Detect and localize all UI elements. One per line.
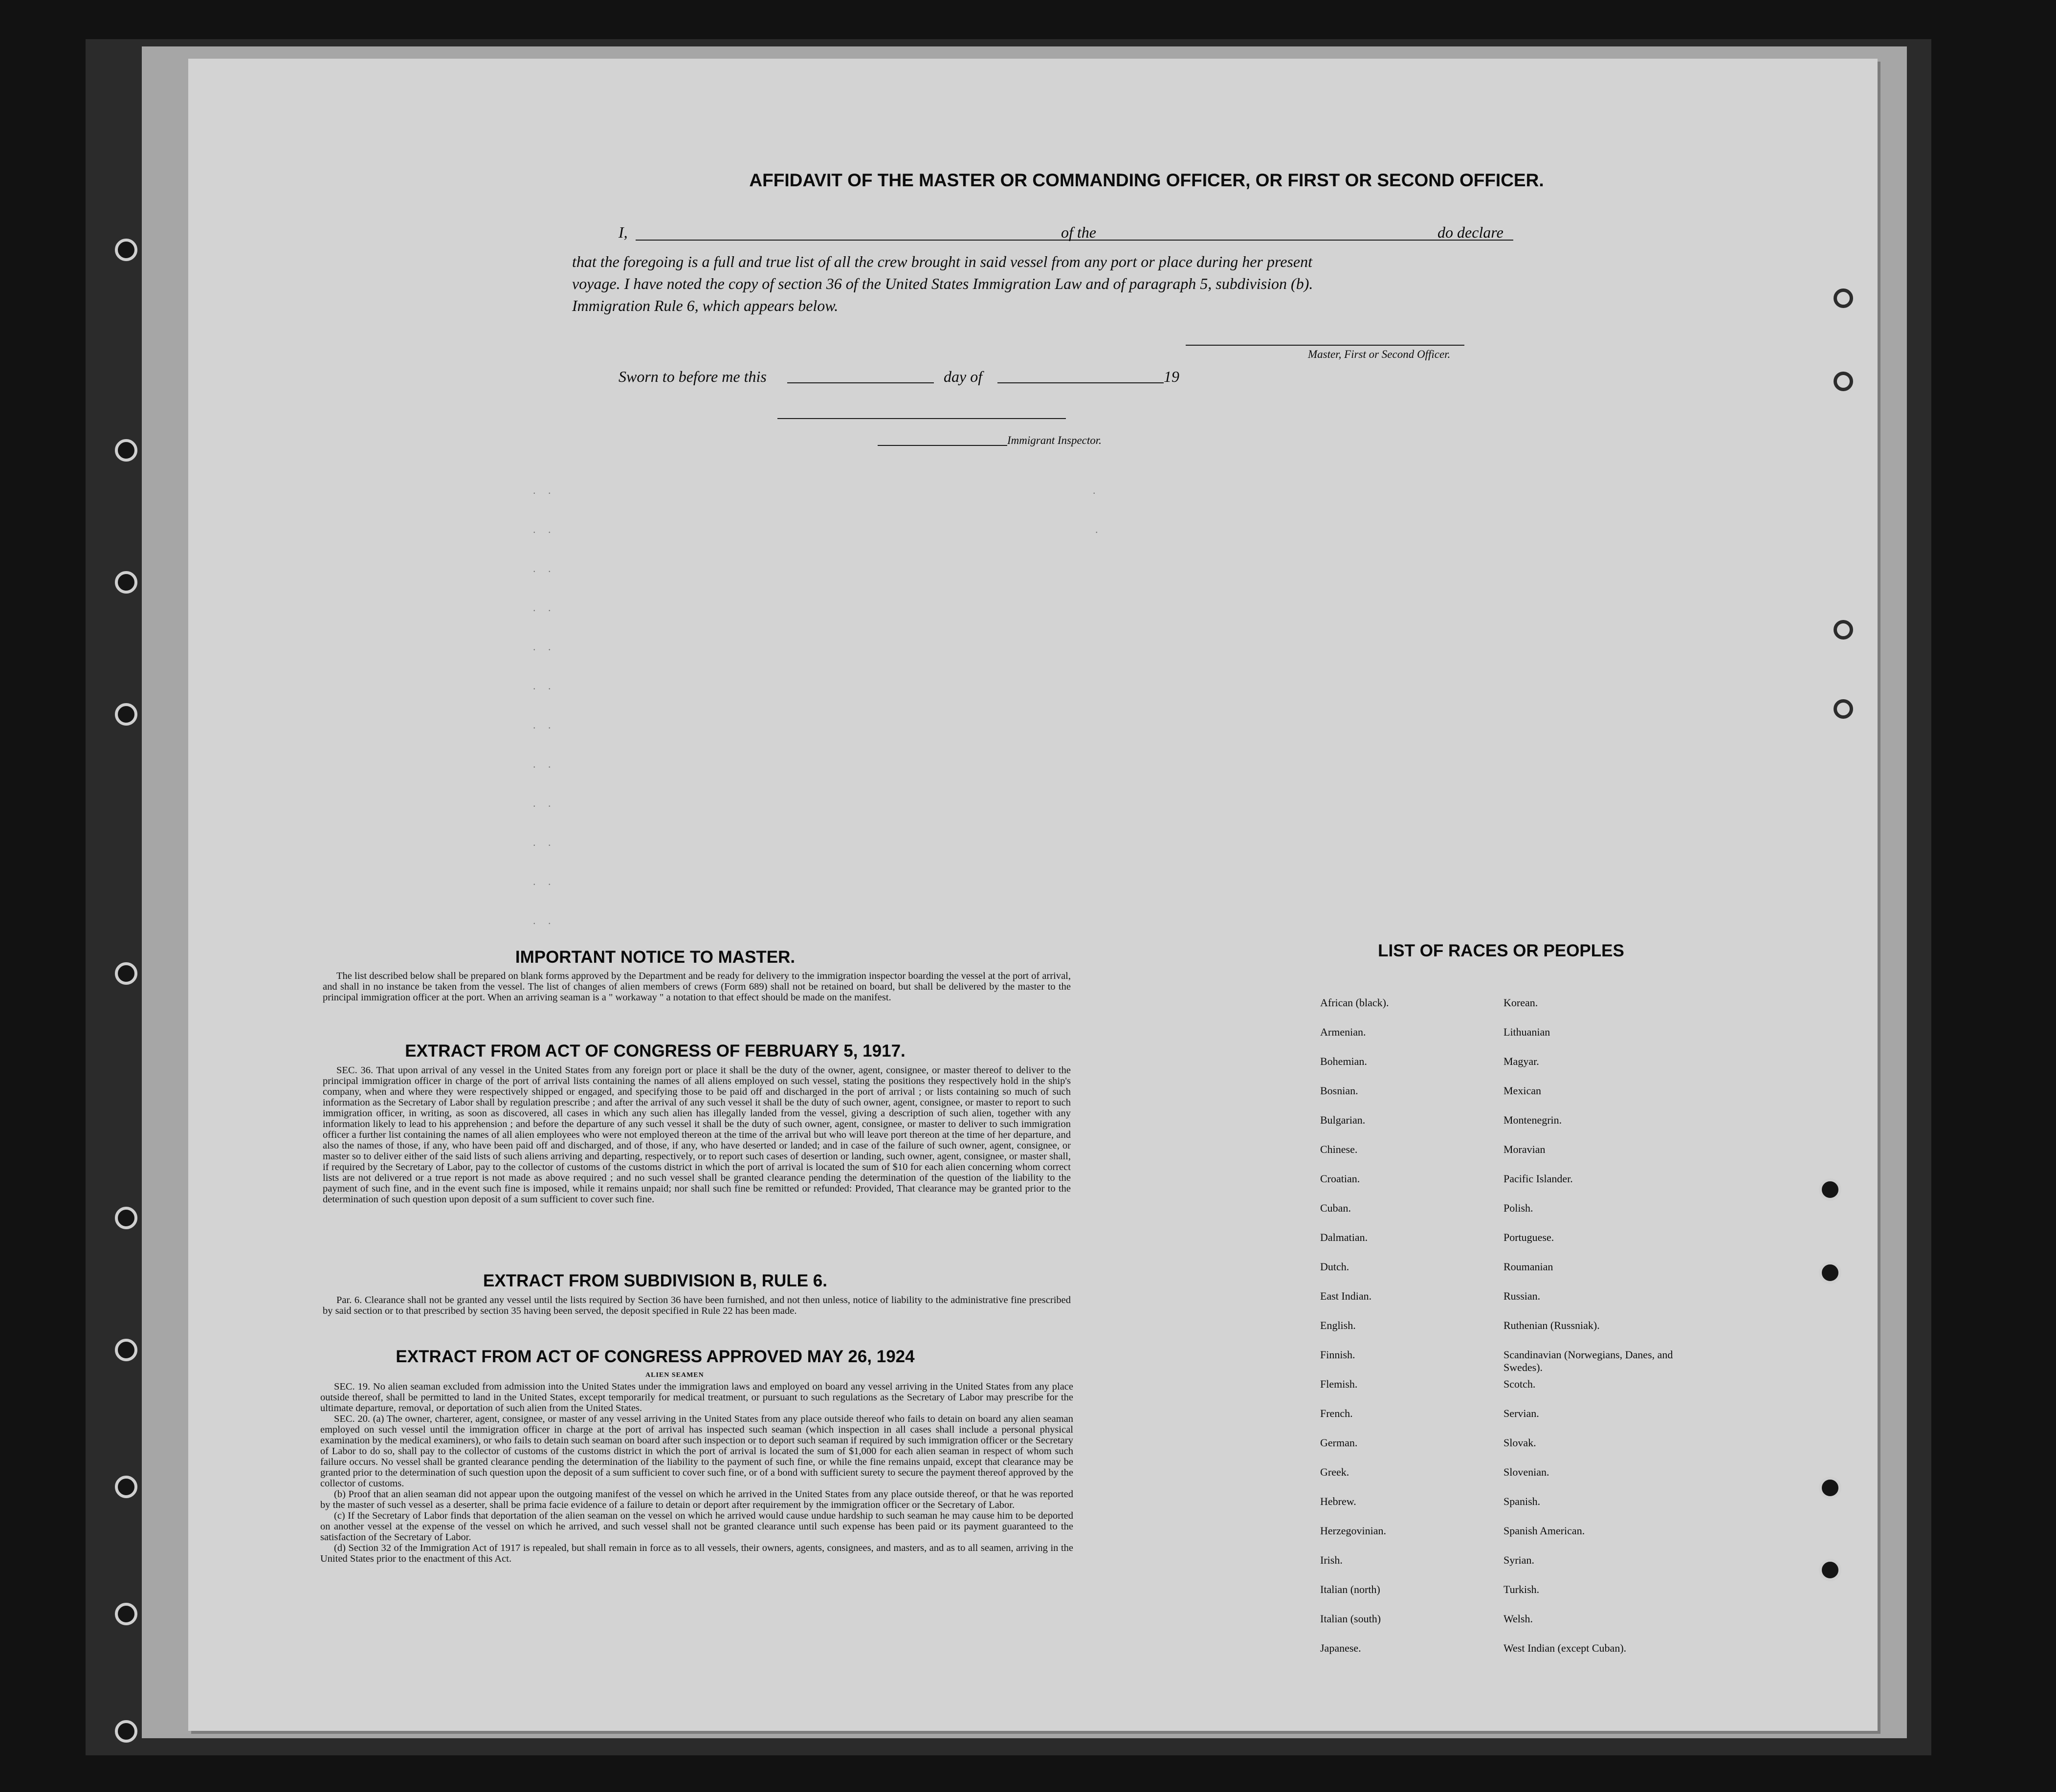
race-item: Croatian. <box>1320 1173 1360 1185</box>
race-item: Italian (north) <box>1320 1583 1380 1595</box>
race-item: Spanish American. <box>1503 1525 1585 1537</box>
race-item: African (black). <box>1320 996 1389 1009</box>
race-item: Spanish. <box>1503 1495 1541 1507</box>
race-item: Dutch. <box>1320 1261 1349 1273</box>
sec-20b-paragraph: (b) Proof that an alien seaman did not appear upon the outgoing manifest of the vessel on which he arrived in the United States from any place outside thereof, or that he was reported by the master of such vessel as a deserter, shall be prima facie evidence of a failure to detain or deport after requirement by the immigration officer or the Secretary of Labor. <box>320 1489 1073 1510</box>
extract-1924-text <box>320 1381 1073 1564</box>
race-item: Lithuanian <box>1503 1026 1550 1038</box>
affidavit-line-3: voyage. I have noted the copy of section 36 of the United States Immigration Law and of paragraph 5, subdivision (b). <box>572 275 1313 292</box>
sec-20c-paragraph: (c) If the Secretary of Labor finds that deportation of the alien seaman on the vessel on which he arrived would cause undue hardship to such seaman he may cause him to be deported on another vessel at the expense of the vessel on which he arrived, and such vessel shall not be granted clearance until such expense has been paid or its payment guaranteed to the satisfaction of the Secretary of Labor. <box>320 1510 1073 1543</box>
faint-dots: . . <box>533 601 556 614</box>
faint-dots: . . <box>533 836 556 848</box>
faint-dots: . . <box>533 680 556 692</box>
binder-hole-icon <box>115 439 137 462</box>
race-item: Armenian. <box>1320 1026 1366 1038</box>
inspector-label: Immigrant Inspector. <box>1007 434 1102 446</box>
faint-dots: . . <box>533 875 556 887</box>
affidavit-title: AFFIDAVIT OF THE MASTER OR COMMANDING OFFICER, OR FIRST OR SECOND OFFICER. <box>749 170 1544 190</box>
race-item: Magyar. <box>1503 1055 1539 1067</box>
extract-1917-text <box>323 1065 1071 1205</box>
race-item: Scotch. <box>1503 1378 1536 1390</box>
race-item: Servian. <box>1503 1407 1539 1419</box>
faint-dots: . . <box>533 484 556 496</box>
race-item: Russian. <box>1503 1290 1541 1302</box>
race-item: Scandinavian (Norwegians, Danes, and Swedes). <box>1503 1349 1673 1373</box>
notice-title: IMPORTANT NOTICE TO MASTER. <box>515 948 796 967</box>
binder-hole-icon <box>115 1476 137 1498</box>
race-item: Bosnian. <box>1320 1084 1358 1097</box>
extract-rule6-title: EXTRACT FROM SUBDIVISION B, RULE 6. <box>483 1271 827 1290</box>
race-item: Korean. <box>1503 996 1538 1009</box>
race-item: Italian (south) <box>1320 1613 1381 1625</box>
race-item: Finnish. <box>1320 1349 1355 1361</box>
sec-19-paragraph: SEC. 19. No alien seaman excluded from admission into the United States under the immigration laws and employed on board any vessel arriving in the United States from any place outside thereof, shall be permitted to land in the United States, except temporarily for medical treatment, or pursuant to such regulations as the Secretary of Labor may prescribe for the ultimate departure, removal, or deportation of such alien from the United States. <box>320 1381 1073 1414</box>
binder-hole-icon <box>115 239 137 261</box>
faint-dots: . . <box>533 914 556 927</box>
race-item: Dalmatian. <box>1320 1231 1368 1243</box>
race-item: Mexican <box>1503 1084 1541 1097</box>
faint-dots: . . <box>533 523 556 535</box>
notice-paragraph: The list described below shall be prepared on blank forms approved by the Department and be ready for delivery to the immigration inspector boarding the vessel at the port of arrival, and shall in no instance be taken from the vessel. The list of changes of alien members of crews (Form 689) shall not be retained on board, but shall be delivered by the master to the principal immigration officer at the port. When an arriving seaman is a " workaway " a notation to that effect should be made on the manifest. <box>323 971 1071 1003</box>
master-signature-line <box>1186 345 1464 346</box>
inspector-line-1 <box>777 418 1066 419</box>
binder-hole-icon <box>115 703 137 726</box>
binder-hole-icon <box>115 1207 137 1229</box>
race-item: French. <box>1320 1407 1353 1419</box>
faint-dots: . . <box>533 719 556 731</box>
races-column-1 <box>1320 996 1389 1671</box>
faint-dots: . . <box>533 641 556 653</box>
of-the-label: of the <box>1061 223 1096 241</box>
binder-hole-icon <box>1819 1261 1841 1284</box>
do-declare-label: do declare <box>1437 223 1503 241</box>
race-item: Pacific Islander. <box>1503 1173 1573 1185</box>
binder-hole-icon <box>1819 1477 1841 1499</box>
race-item: Slovak. <box>1503 1437 1536 1449</box>
race-item: Polish. <box>1503 1202 1533 1214</box>
binder-hole-icon <box>115 962 137 985</box>
race-item: German. <box>1320 1437 1358 1449</box>
race-item: Bulgarian. <box>1320 1114 1366 1126</box>
races-title: LIST OF RACES OR PEOPLES <box>1378 941 1624 960</box>
year-label: 19 <box>1164 368 1179 385</box>
ring-hole-icon <box>1834 288 1853 308</box>
race-item: Syrian. <box>1503 1554 1534 1566</box>
faint-dots: . . <box>533 758 556 770</box>
ring-hole-icon <box>1834 699 1853 719</box>
race-item: Chinese. <box>1320 1143 1358 1155</box>
race-item: Irish. <box>1320 1554 1343 1566</box>
faint-dots: . <box>1095 523 1103 535</box>
affidavit-line-1 <box>619 222 628 242</box>
sworn-label: Sworn to before me this <box>619 368 767 385</box>
extract-1917-paragraph: SEC. 36. That upon arrival of any vessel in the United States from any foreign port or place it shall be the duty of the owner, agent, consignee, or master thereof to deliver to the principal immigration officer in charge of the port of arrival lists containing the names of all aliens employed on such vessel, stating the positions they respectively hold in the ship's company, when and where they were respectively shipped or engaged, and specifying those to be paid off and discharged in the port of arrival ; or lists containing so much of such information as the Secretary of Labor shall by regulation prescribe ; and after the arrival of any such vessel it shall be the duty of such owner, agent, consignee, or master to report to such immigration officer, in writing, as soon as discovered, all cases in which any such alien has illegally landed from the vessel, giving a description of such alien, together with any information likely to lead to his apprehension ; and before the departure of any such vessel it shall be the duty of such owner, agent, consignee, or master to deliver to such immigration officer a further list containing the names of all alien employees who were not employed thereon at the time of the arrival but who will leave port thereon at the time of her departure, and also the names of those, if any, who have been paid off and discharged, and of those, if any, who have deserted or landed; and in case of the failure of such owner, agent, consignee, or master so to deliver either of the said lists of such aliens arriving and departing, respectively, or to report such cases of desertion or landing, such owner, agent, consignee, or master shall, if required by the Secretary of Labor, pay to the collector of customs of the customs district in which the port of arrival is located the sum of $10 for each alien concerning whom correct lists are not delivered or a true report is not made as above required ; and no such vessel shall be granted clearance pending the determination of the question of the liability to the payment of such fine, and in the event such fine is imposed, while it remains unpaid; nor shall such fine be remitted or refunded: Provided, That clearance may be granted prior to the determination of such question upon deposit of a sum sufficient to cover such fine. <box>323 1065 1071 1205</box>
affidavit-i: I, <box>619 223 628 241</box>
races-column-2 <box>1503 996 1689 1671</box>
race-item: Hebrew. <box>1320 1495 1356 1507</box>
race-item: Roumanian <box>1503 1261 1553 1273</box>
race-item: Moravian <box>1503 1143 1546 1155</box>
race-item: Flemish. <box>1320 1378 1358 1390</box>
sec-20a-paragraph: SEC. 20. (a) The owner, charterer, agent, consignee, or master of any vessel arriving in the United States from any place outside thereof who fails to detain on board any alien seaman employed on such vessel until the immigration officer in charge at the port of arrival has inspected such seaman (which inspection in all cases shall include a personal physical examination by the medical examiners), or who fails to detain such seaman on board after such inspection or to deport such seaman if required by such immigration officer or the Secretary of Labor to do so, shall pay to the collector of customs of the customs district in which the port of arrival is located the sum of $1,000 for each alien seaman in respect of whom such failure occurs. No vessel shall be granted clearance pending the determination of the liability to the payment of such fine, or while the fine remains unpaid, except that clearance may be granted prior to the determination of such question upon the deposit of a sum sufficient to cover such fine, or of a bond with sufficient surety to secure the payment thereof approved by the collector of customs. <box>320 1414 1073 1489</box>
binder-hole-icon <box>1819 1559 1841 1581</box>
extract-1924-title: EXTRACT FROM ACT OF CONGRESS APPROVED MAY 26, 1924 <box>396 1347 915 1366</box>
sworn-day-blank <box>787 382 934 383</box>
race-item: Cuban. <box>1320 1202 1351 1214</box>
race-item: Ruthenian (Russniak). <box>1503 1319 1600 1331</box>
race-item: West Indian (except Cuban). <box>1503 1642 1627 1654</box>
binder-hole-icon <box>115 1603 137 1625</box>
binder-hole-icon <box>115 1339 137 1361</box>
faint-dots: . <box>1093 484 1101 496</box>
extract-rule6-paragraph: Par. 6. Clearance shall not be granted any vessel until the lists required by Section 36 have been furnished, and not then unless, notice of liability to the administrative fine prescribed by said section or to that prescribed by section 35 having been served, the deposit specified in Rule 22 has been made. <box>323 1295 1071 1316</box>
binder-hole-icon <box>115 571 137 594</box>
day-of-label: day of <box>944 368 983 385</box>
extract-1917-title: EXTRACT FROM ACT OF CONGRESS OF FEBRUARY 5, 1917. <box>405 1041 906 1061</box>
race-item: Portuguese. <box>1503 1231 1554 1243</box>
ring-hole-icon <box>1834 372 1853 391</box>
race-item: Welsh. <box>1503 1613 1533 1625</box>
master-label: Master, First or Second Officer. <box>1308 348 1451 360</box>
faint-dots: . . <box>533 562 556 575</box>
sworn-month-blank <box>997 382 1164 383</box>
manifest-sheet <box>188 59 1878 1731</box>
race-item: Japanese. <box>1320 1642 1361 1654</box>
race-item: Turkish. <box>1503 1583 1540 1595</box>
binder-hole-icon <box>115 1720 137 1743</box>
race-item: East Indian. <box>1320 1290 1372 1302</box>
race-item: Herzegovinian. <box>1320 1525 1386 1537</box>
sec-20d-paragraph: (d) Section 32 of the Immigration Act of 1917 is repealed, but shall remain in force as to all vessels, their owners, agents, consignees, and masters, and as to all seamen, arriving in the United States prior to the enactment of this Act. <box>320 1543 1073 1564</box>
inspector-line-2 <box>878 445 1007 446</box>
race-item: Montenegrin. <box>1503 1114 1562 1126</box>
affidavit-line-2: that the foregoing is a full and true list of all the crew brought in said vessel from any port or place during her present <box>572 253 1312 270</box>
race-item: Slovenian. <box>1503 1466 1549 1478</box>
race-item: English. <box>1320 1319 1356 1331</box>
race-item: Greek. <box>1320 1466 1349 1478</box>
ring-hole-icon <box>1834 620 1853 640</box>
faint-dots: . . <box>533 797 556 809</box>
notice-text <box>323 971 1071 1003</box>
race-item: Bohemian. <box>1320 1055 1367 1067</box>
alien-seamen-subhead: ALIEN SEAMEN <box>645 1372 704 1379</box>
extract-rule6-text <box>323 1295 1071 1316</box>
binder-hole-icon <box>1819 1178 1841 1201</box>
affidavit-line-4: Immigration Rule 6, which appears below. <box>572 297 839 314</box>
